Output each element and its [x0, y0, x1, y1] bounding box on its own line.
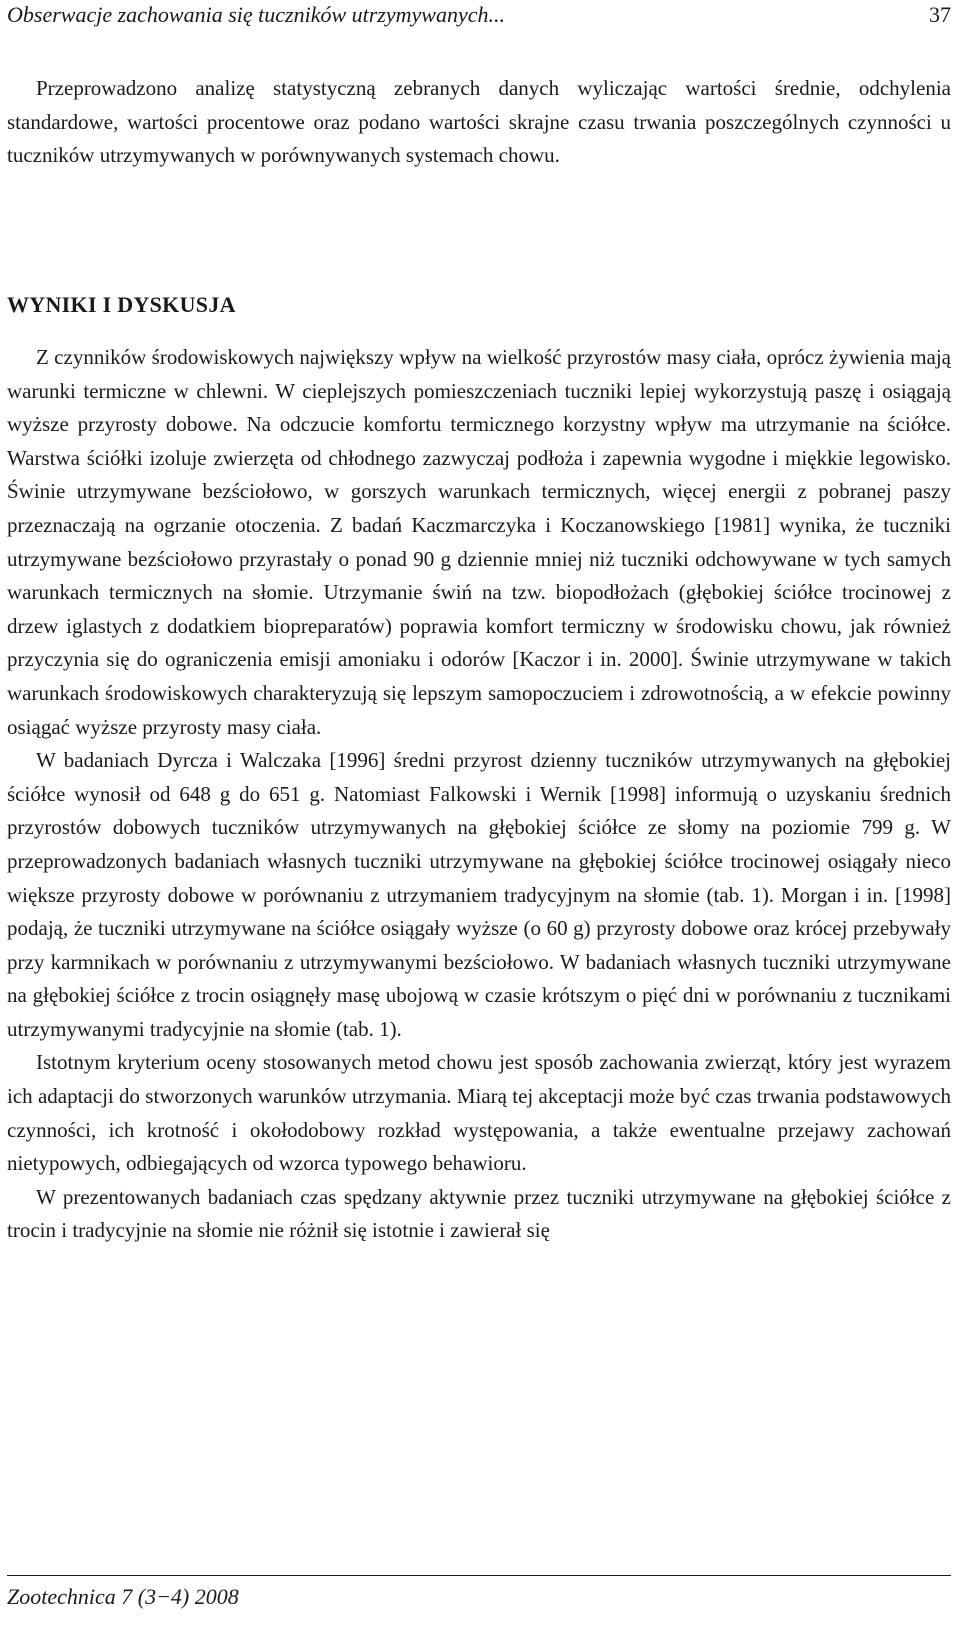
paragraph: W prezentowanych badaniach czas spędzany aktywnie przez tuczniki utrzymywane na głębokiej ściółce z trocin i tradycyjnie na słomie nie różnił się istotnie i zawierał się — [7, 1184, 951, 1243]
methods-text — [7, 72, 951, 173]
footer-divider — [7, 1575, 951, 1576]
paragraph: Istotnym kryterium oceny stosowanych metod chowu jest sposób zachowania zwierząt, który jest wyrazem ich adaptacji do stworzonych warunków utrzymania. Miarą tej akceptacji może być czas trwania podstawowych czynności, ich krotność i okołodobowy rozkład występowania, a także ewentualne przejawy zachowań nietypowych, odbiegających od wzorca typowego behawioru. — [7, 1050, 951, 1176]
document-page — [7, 0, 951, 1631]
running-header-title: Obserwacje zachowania się tuczników utrzymywanych... — [7, 2, 505, 27]
running-header — [7, 2, 951, 28]
section-heading: WYNIKI I DYSKUSJA — [7, 292, 236, 317]
paragraph: W badaniach Dyrcza i Walczaka [1996] średni przyrost dzienny tuczników utrzymywanych na głębokiej ściółce wynosił od 648 g do 651 g. Natomiast Falkowski i Wernik [1998] informują o uzyskaniu średnich przyrostów dobowych tuczników utrzymywanych na głębokiej ściółce ze słomy na poziomie 799 g. W przeprowadzonych badaniach własnych tuczniki utrzymywane na głębokiej ściółce trocinowej osiągały nieco większe przyrosty dobowe w porównaniu z utrzymaniem tradycyjnym na słomie (tab. 1). Morgan i in. [1998] podają, że tuczniki utrzymywane na ściółce osiągały wyższe (o 60 g) przyrosty dobowe oraz krócej przebywały przy karmnikach w porównaniu z utrzymywanymi bezściołowo. W badaniach własnych tuczniki utrzymywane na głębokiej ściółce z trocin osiągnęły masę ubojową w czasie krótszym o pięć dni w porównaniu z tucznikami utrzymywanymi tradycyjnie na słomie (tab. 1). — [7, 748, 951, 1041]
paragraph: Przeprowadzono analizę statystyczną zebranych danych wyliczając wartości średnie, odchylenia standardowe, wartości procentowe oraz podano wartości skrajne czasu trwania poszczególnych czynności u tuczników utrzymywanych w porównywanych systemach chowu. — [7, 76, 951, 168]
footer-journal: Zootechnica 7 (3−4) 2008 — [7, 1584, 239, 1609]
page-number: 37 — [929, 2, 951, 27]
paragraph: Z czynników środowiskowych największy wpływ na wielkość przyrostów masy ciała, oprócz żywienia mają warunki termiczne w chlewni. W cieplejszych pomieszczeniach tuczniki lepiej wykorzystują paszę i osiągają wyższe przyrosty dobowe. Na odczucie komfortu termicznego korzystny wpływ ma utrzymanie na ściółce. Warstwa ściółki izoluje zwierzęta od chłodnego zazwyczaj podłoża i zapewnia wygodne i miękkie legowisko. Świnie utrzymywane bezściołowo, w gorszych warunkach termicznych, więcej energii z pobranej paszy przeznaczają na ogrzanie otoczenia. Z badań Kaczmarczyka i Koczanowskiego [1981] wynika, że tuczniki utrzymywane bezściołowo przyrastały o ponad 90 g dziennie mniej niż tuczniki odchowywane w tych samych warunkach termicznych na słomie. Utrzymanie świń na tzw. biopodłożach (głębokiej ściółce trocinowej z drzew iglastych z dodatkiem biopreparatów) poprawia komfort termiczny w środowisku chowu, jak również przyczynia się do ograniczenia emisji amoniaku i odorów [Kaczor i in. 2000]. Świnie utrzymywane w takich warunkach środowiskowych charakteryzują się lepszym samopoczuciem i zdrowotnością, a w efekcie powinny osiągać wyższe przyrosty masy ciała. — [7, 345, 951, 739]
results-text — [7, 341, 951, 1248]
